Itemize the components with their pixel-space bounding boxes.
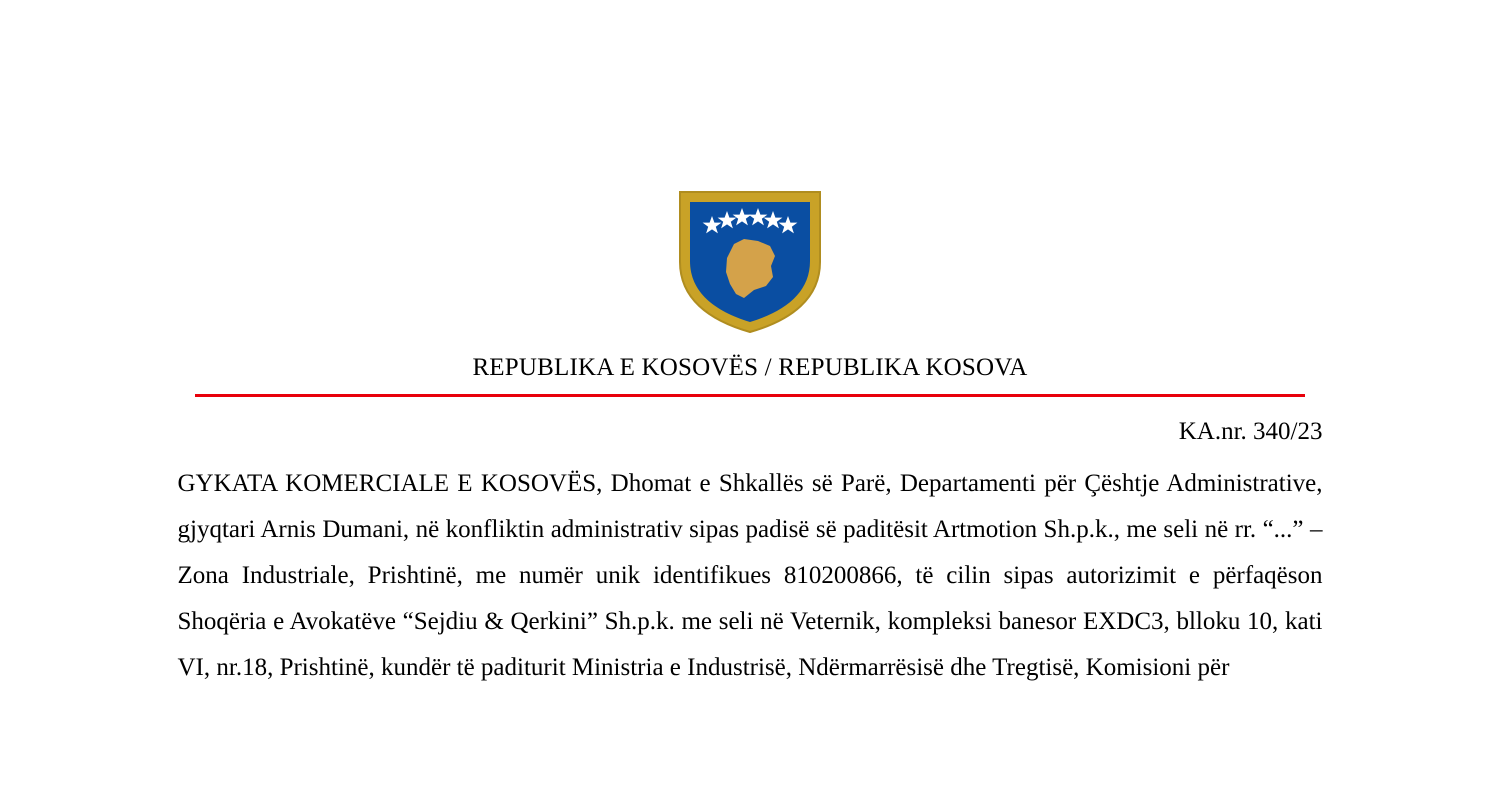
document-body <box>178 397 1323 691</box>
emblem-container <box>0 0 1500 336</box>
page-title: REPUBLIKA E KOSOVËS / REPUBLIKA KOSOVA <box>472 354 1028 381</box>
body-paragraph: GYKATA KOMERCIALE E KOSOVËS, Dhomat e Shkallës së Parë, Departamenti për Çështje Administrative, gjyqtari Arnis Dumani, në konfliktin administrativ sipas padisë së paditësit Artmotion Sh.p.k., me seli në rr. “...” – Zona Industriale, Prishtinë, me numër unik identifikues 810200866, të cilin sipas autorizimit e përfaqëson Shoqëria e Avokatëve “Sejdiu & Qerkini” Sh.p.k. me seli në Veternik, kompleksi banesor EXDC3, blloku 10, kati VI, nr.18, Prishtinë, kundër të paditurit Ministria e Industrisë, Ndërmarrësisë dhe Tregtisë, Komisioni për <box>177 470 1323 681</box>
kosovo-coat-of-arms-icon <box>674 186 826 336</box>
case-number: KA.nr. 340/23 <box>1178 418 1323 445</box>
